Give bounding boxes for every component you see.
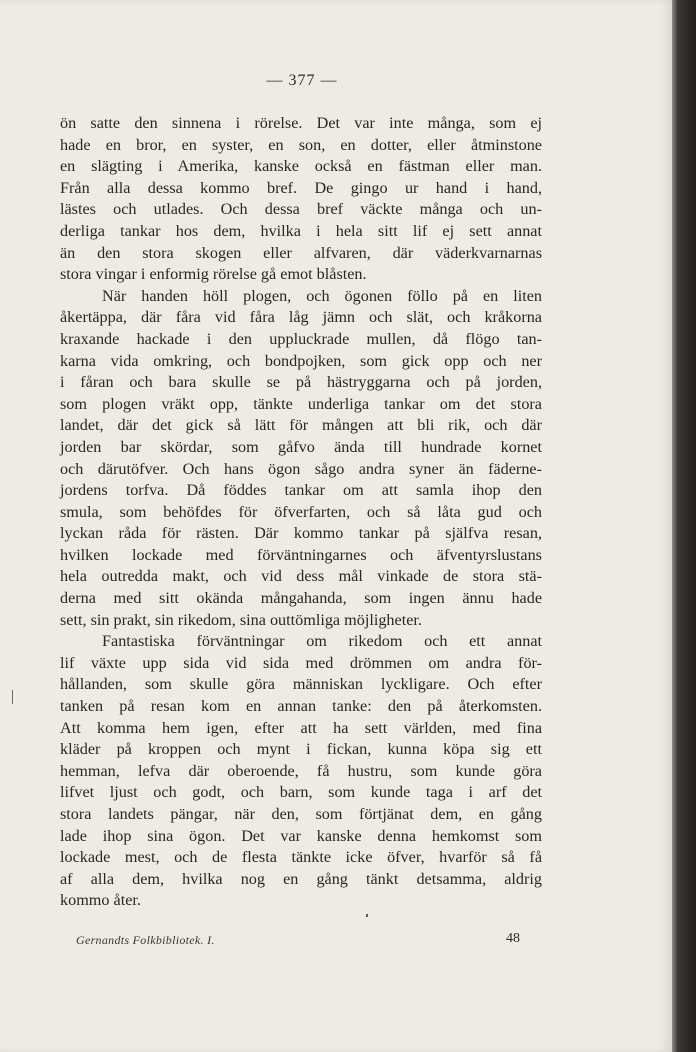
text-line: hade en bror, en syster, en son, en dotter, eller åtminstone bbox=[60, 135, 542, 154]
text-line: lifvet ljust och godt, och barn, som kunde taga i arf det bbox=[60, 783, 542, 802]
text-line: stora landets pängar, när den, som förtjänat dem, en gång bbox=[60, 805, 542, 823]
text-line: lästes och utlades. Och dessa bref väckte många och un- bbox=[60, 200, 542, 219]
text-line: Att komma hem igen, efter att ha sett världen, med fina bbox=[60, 718, 542, 737]
text-line: hemman, lefva där oberoende, få hustru, som kunde göra bbox=[60, 761, 542, 780]
text-line: stora vingar i enformig rörelse gå emot blåsten. bbox=[60, 265, 367, 284]
footer-signature-number: 48 bbox=[506, 931, 520, 946]
text-line: af alla dem, hvilka nog en gång tänkt detsamma, aldrig bbox=[60, 869, 542, 888]
text-line: kläder på kroppen och mynt i fickan, kunna köpa sig ett bbox=[60, 740, 542, 759]
text-line: och därutöfver. Och hans ögon sågo andra syner än fäderne- bbox=[60, 459, 542, 478]
text-line: När handen höll plogen, och ögonen föllo på en liten bbox=[102, 286, 542, 305]
text-line: åkertäppa, där fåra vid fåra låg jämn och slät, och kråkorna bbox=[60, 308, 542, 327]
text-line: Från alla dessa kommo bref. De gingo ur hand i hand, bbox=[60, 178, 542, 197]
text-line: smula, som behöfdes för öfverfarten, och så låta gud och bbox=[60, 502, 542, 521]
text-line: jorden bar skördar, som gåfvo ända till hundrade kornet bbox=[60, 437, 542, 456]
margin-mark bbox=[12, 690, 13, 704]
text-line: hållanden, som skulle göra människan lyckligare. Och efter bbox=[60, 675, 542, 694]
text-line: hvilken lockade med förväntningarnes och äfventyrslustans bbox=[60, 545, 542, 564]
text-line: en slägting i Amerika, kanske också en fästman eller man. bbox=[60, 157, 542, 176]
text-line: tanken på resan kom en annan tanke: den på återkomsten. bbox=[60, 697, 542, 716]
text-line: derliga tankar hos dem, hvilka i hela sitt lif ej sett annat bbox=[60, 221, 542, 240]
text-line: lade ihop sina ögon. Det var kanske denna hemkomst som bbox=[60, 826, 542, 845]
text-line: landet, där det gick så lätt för mången att bli rik, och där bbox=[60, 416, 542, 435]
scan-edge bbox=[672, 0, 696, 1052]
ink-speck bbox=[366, 914, 368, 917]
text-line: derna med sitt okända mångahanda, som ingen ännu hade bbox=[60, 589, 542, 608]
text-line: kraxande hackade i den uppluckrade mullen, då flögo tan- bbox=[60, 329, 542, 348]
text-line: ön satte den sinnena i rörelse. Det var inte många, som ej bbox=[60, 114, 542, 132]
text-line: Fantastiska förväntningar om rikedom och ett annat bbox=[102, 632, 542, 651]
text-line: hela outredda makt, och vid dess mål vinkade de stora stä- bbox=[60, 567, 542, 586]
text-line: lockade mest, och de flesta tänkte icke öfver, hvarför så få bbox=[60, 848, 542, 867]
text-line: lyckan råda för rästen. Där kommo tankar på själfva resan, bbox=[60, 524, 542, 543]
text-line: än den stora skogen eller alfvaren, där väderkvarnarnas bbox=[60, 243, 542, 262]
body-text bbox=[60, 113, 542, 912]
text-line: i fåran och bara skulle se på hästryggarna och på jorden, bbox=[60, 373, 542, 392]
footer-publisher: Gernandts Folkbibliotek. I. bbox=[76, 933, 215, 947]
text-line: karna vida omkring, och bondpojken, som gick opp och ner bbox=[60, 351, 542, 370]
text-line: jordens torfva. Då föddes tankar om att samla ihop den bbox=[60, 481, 542, 500]
text-line: lif växte upp sida vid sida med drömmen om andra för- bbox=[60, 653, 542, 672]
page-number: — 377 — bbox=[266, 72, 338, 89]
text-line: kommo åter. bbox=[60, 891, 141, 910]
text-line: sett, sin prakt, sin rikedom, sina outtömliga möjligheter. bbox=[60, 610, 422, 629]
text-line: som plogen vräkt opp, tänkte underliga tankar om det stora bbox=[60, 394, 542, 413]
